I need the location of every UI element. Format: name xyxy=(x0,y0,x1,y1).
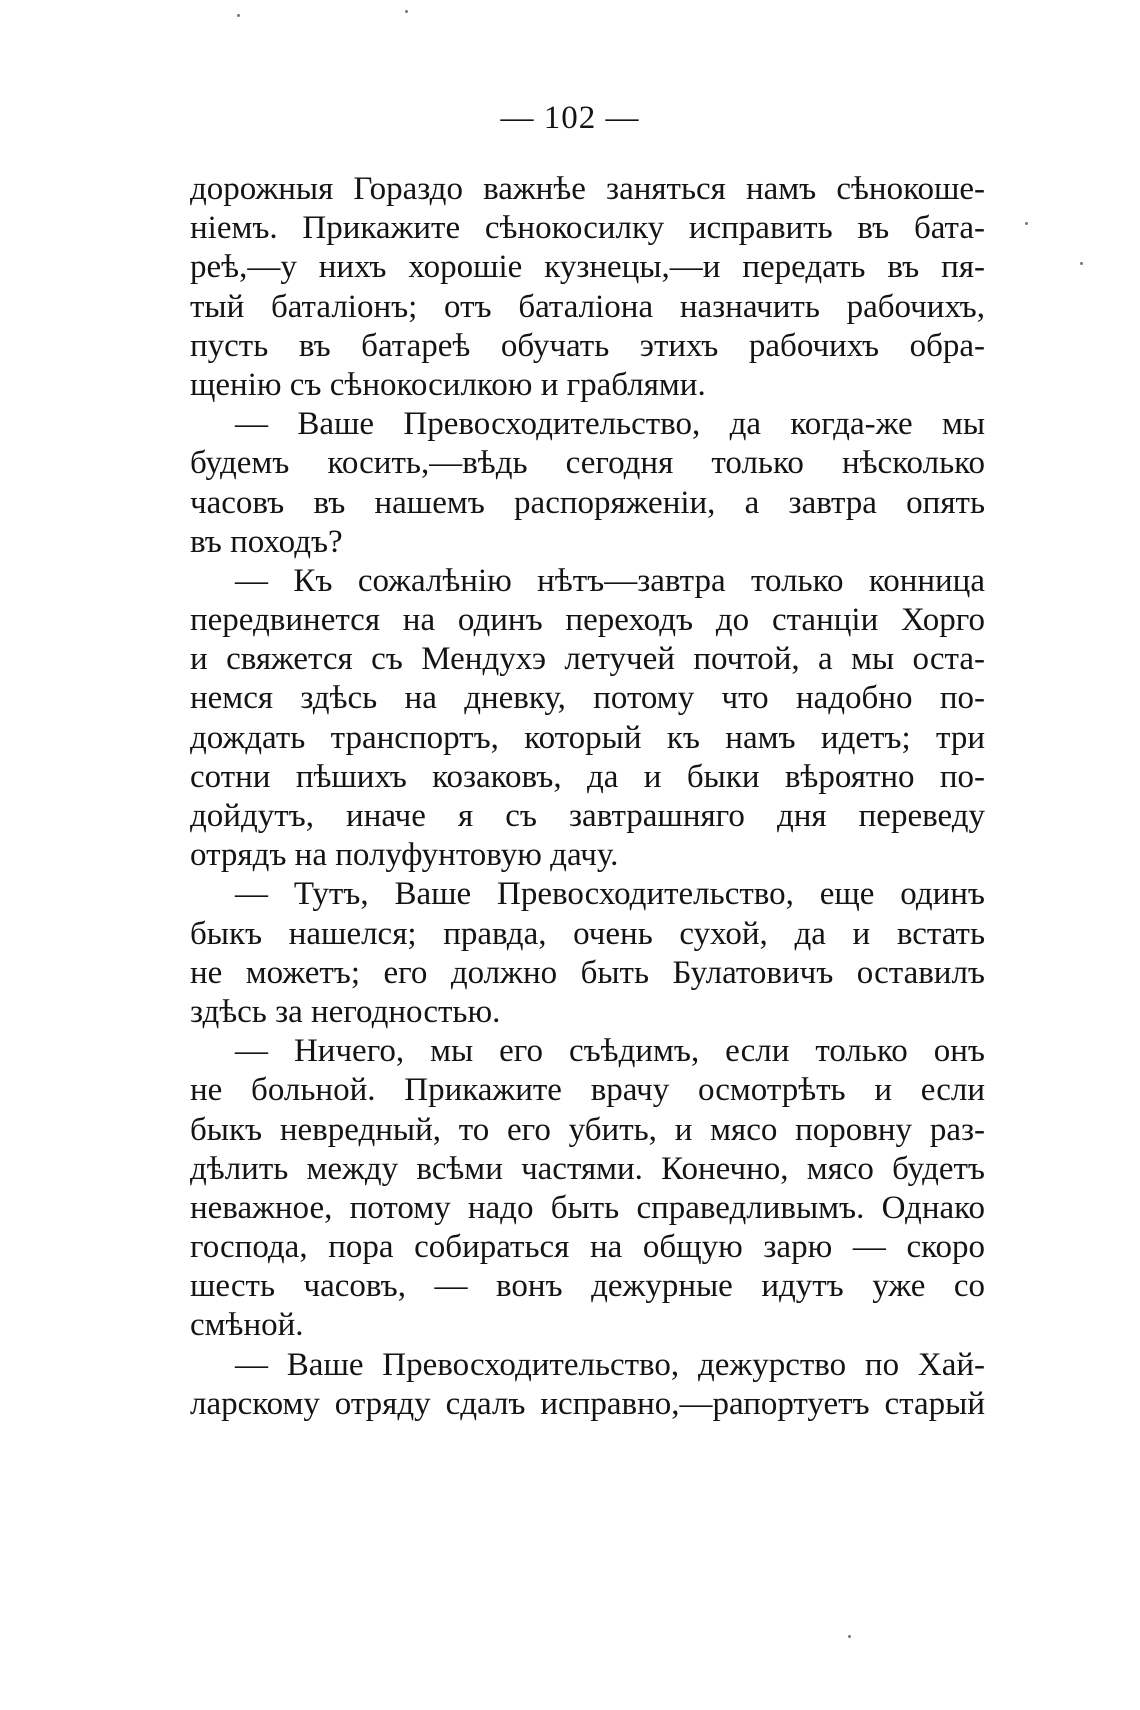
text-line: пусть въ батареѣ обучать этихъ рабочихъ обра- xyxy=(190,327,985,364)
scan-speck xyxy=(1080,262,1083,265)
scan-speck xyxy=(237,14,240,17)
scan-speck xyxy=(848,1635,851,1638)
text-line: господа, пора собираться на общую зарю — скоро xyxy=(190,1229,985,1266)
text-line: дѣлить между всѣми частями. Конечно, мясо будетъ xyxy=(190,1150,985,1187)
text-line: шесть часовъ, — вонъ дежурные идутъ уже со xyxy=(190,1268,985,1305)
text-line: смѣной. xyxy=(190,1307,304,1344)
text-line: дорожныя Гораздо важнѣе заняться намъ сѣнокоше- xyxy=(190,171,985,207)
text-line: реѣ,—у нихъ хорошіе кузнецы,—и передать въ пя- xyxy=(190,249,985,286)
text-line: — Ваше Превосходительство, да когда-же мы xyxy=(235,406,985,443)
text-line: щенію съ сѣнокосилкою и граблями. xyxy=(190,366,706,403)
text-line: дождать транспортъ, который къ намъ идетъ; три xyxy=(190,719,985,756)
scan-speck xyxy=(1025,222,1028,225)
text-line: будемъ косить,—вѣдь сегодня только нѣсколько xyxy=(190,445,985,482)
page-number: — 102 — xyxy=(500,100,640,136)
text-line: — Ничего, мы его съѣдимъ, если только онъ xyxy=(235,1033,985,1070)
text-line: — Ваше Превосходительство, дежурство по Хай- xyxy=(235,1346,985,1383)
text-line: передвинется на одинъ переходъ до станціи Хорго xyxy=(190,602,985,639)
text-line: быкъ невредный, то его убить, и мясо поровну раз- xyxy=(190,1111,985,1148)
text-line: ніемъ. Прикажите сѣнокосилку исправить въ бата- xyxy=(190,210,985,247)
text-line: — Тутъ, Ваше Превосходительство, еще одинъ xyxy=(235,876,985,913)
text-line: — Къ сожалѣнію нѣтъ—завтра только конница xyxy=(235,562,985,599)
text-line: неважное, потому надо быть справедливымъ. Однако xyxy=(190,1189,985,1226)
text-line: отрядъ на полуфунтовую дачу. xyxy=(190,837,619,874)
text-line: дойдутъ, иначе я съ завтрашняго дня переведу xyxy=(190,798,985,834)
text-line: и свяжется съ Мендухэ летучей почтой, а мы оста- xyxy=(190,641,985,678)
text-line: не можетъ; его должно быть Булатовичъ оставилъ xyxy=(190,954,985,991)
text-line: тый баталіонъ; отъ баталіона назначить рабочихъ, xyxy=(190,288,985,325)
scan-speck xyxy=(405,10,408,13)
body-text xyxy=(190,170,985,1424)
text-line: ларскому отряду сдалъ исправно,—рапортуетъ старый xyxy=(190,1385,985,1422)
text-line: сотни пѣшихъ козаковъ, да и быки вѣроятно по- xyxy=(190,758,985,795)
text-line: здѣсь за негодностью. xyxy=(190,993,501,1030)
text-line: быкъ нашелся; правда, очень сухой, да и встать xyxy=(190,915,985,952)
text-line: немся здѣсь на дневку, потому что надобно по- xyxy=(190,680,985,717)
text-line: въ походъ? xyxy=(190,523,343,560)
text-line: часовъ въ нашемъ распоряженіи, а завтра опять xyxy=(190,484,985,521)
text-line: не больной. Прикажите врачу осмотрѣть и если xyxy=(190,1072,985,1109)
